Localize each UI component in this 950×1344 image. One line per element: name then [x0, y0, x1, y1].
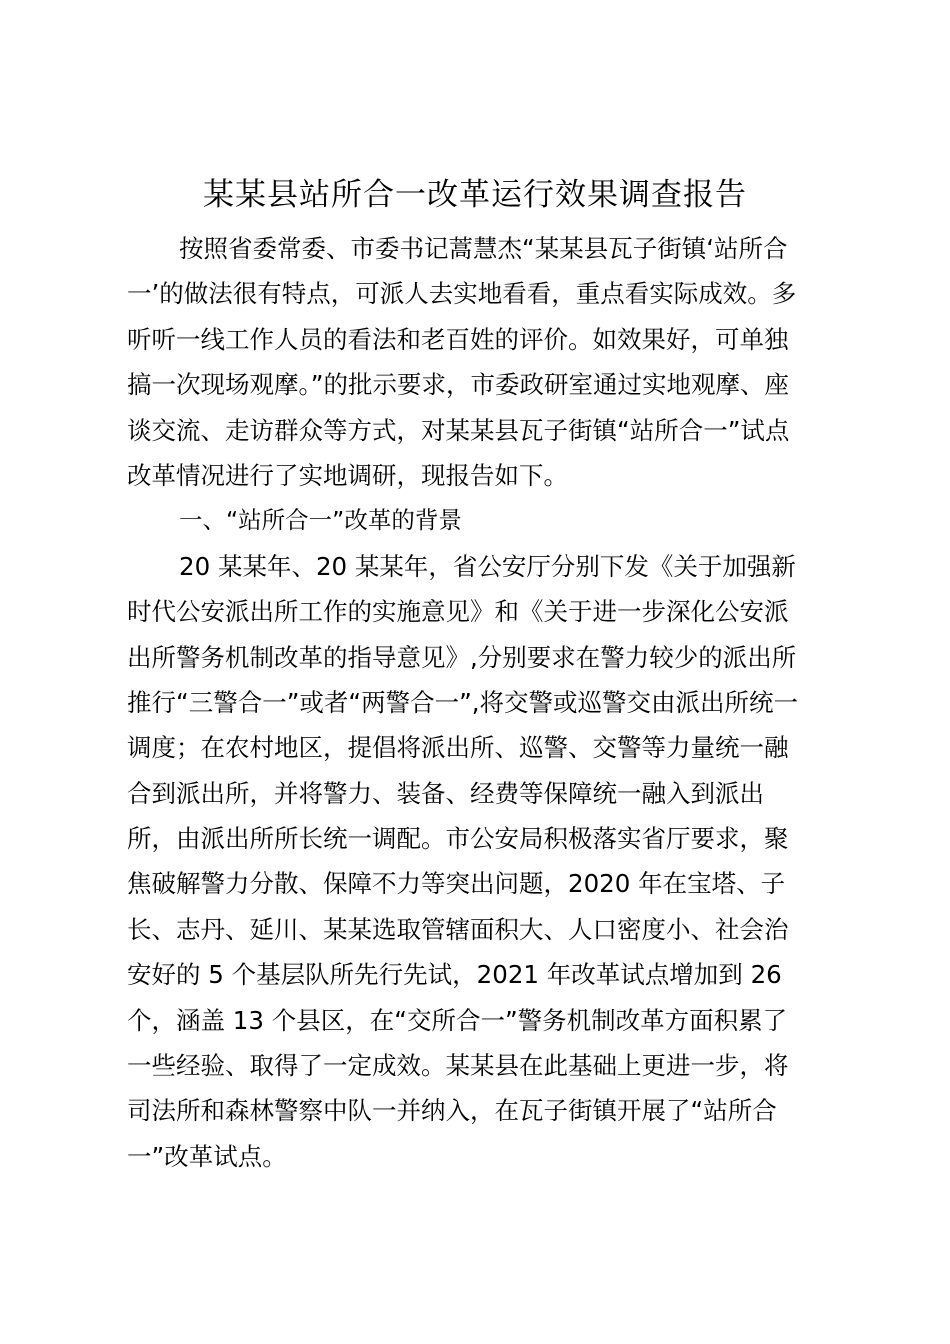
text-line: 时代公安派出所工作的实施意见》和《关于进一步深化公安派	[127, 597, 789, 627]
text-line: 推行“三警合一”或者“两警合一”,将交警或巡警交由派出所统一	[127, 687, 799, 717]
text-line: 所，由派出所所长统一调配。市公安局积极落实省厅要求，聚	[127, 824, 789, 854]
paragraph-background	[127, 544, 839, 1179]
text-line: 安好的 5 个基层队所先行先试，2021 年改革试点增加到 26	[127, 960, 782, 990]
text-line: 一”改革试点。	[127, 1141, 287, 1171]
text-line: 改革情况进行了实地调研，现报告如下。	[127, 460, 568, 490]
text-line: 搞一次现场观摩。”的批示要求，市委政研室通过实地观摩、座	[127, 370, 789, 400]
text-line: 听听一线工作人员的看法和老百姓的评价。如效果好，可单独	[127, 324, 789, 354]
text-line: 谈交流、走访群众等方式，对某某县瓦子街镇“站所合一”试点	[127, 415, 790, 445]
text-line: 20 某某年、20 某某年，省公安厅分别下发《关于加强新	[179, 551, 796, 581]
text-line: 长、志丹、延川、某某选取管辖面积大、人口密度小、社会治	[127, 914, 789, 944]
text-line: 焦破解警力分散、保障不力等突出问题，2020 年在宝塔、子	[127, 869, 786, 899]
text-line: 调度；在农村地区，提倡将派出所、巡警、交警等力量统一融	[127, 733, 789, 763]
text-line: 合到派出所，并将警力、装备、经费等保障统一融入到派出	[127, 778, 764, 808]
text-line: 司法所和森林警察中队一并纳入，在瓦子街镇开展了“站所合	[127, 1096, 777, 1126]
document-title: 某某县站所合一改革运行效果调查报告	[203, 177, 747, 213]
text-line: 一’的做法很有特点，可派人去实地看看，重点看实际成效。多	[127, 279, 797, 309]
section-heading: 一、“站所合一”改革的背景	[179, 506, 462, 535]
paragraph-intro	[127, 226, 839, 498]
text-line: 按照省委常委、市委书记蒿慧杰“某某县瓦子街镇‘站所合	[179, 234, 788, 263]
text-line: 一些经验、取得了一定成效。某某县在此基础上更进一步，将	[127, 1051, 789, 1081]
document-body	[127, 226, 839, 1179]
text-line: 个，涵盖 13 个县区，在“交所合一”警务机制改革方面积累了	[127, 1005, 788, 1035]
text-line: 出所警务机制改革的指导意见》,分别要求在警力较少的派出所	[127, 642, 797, 672]
